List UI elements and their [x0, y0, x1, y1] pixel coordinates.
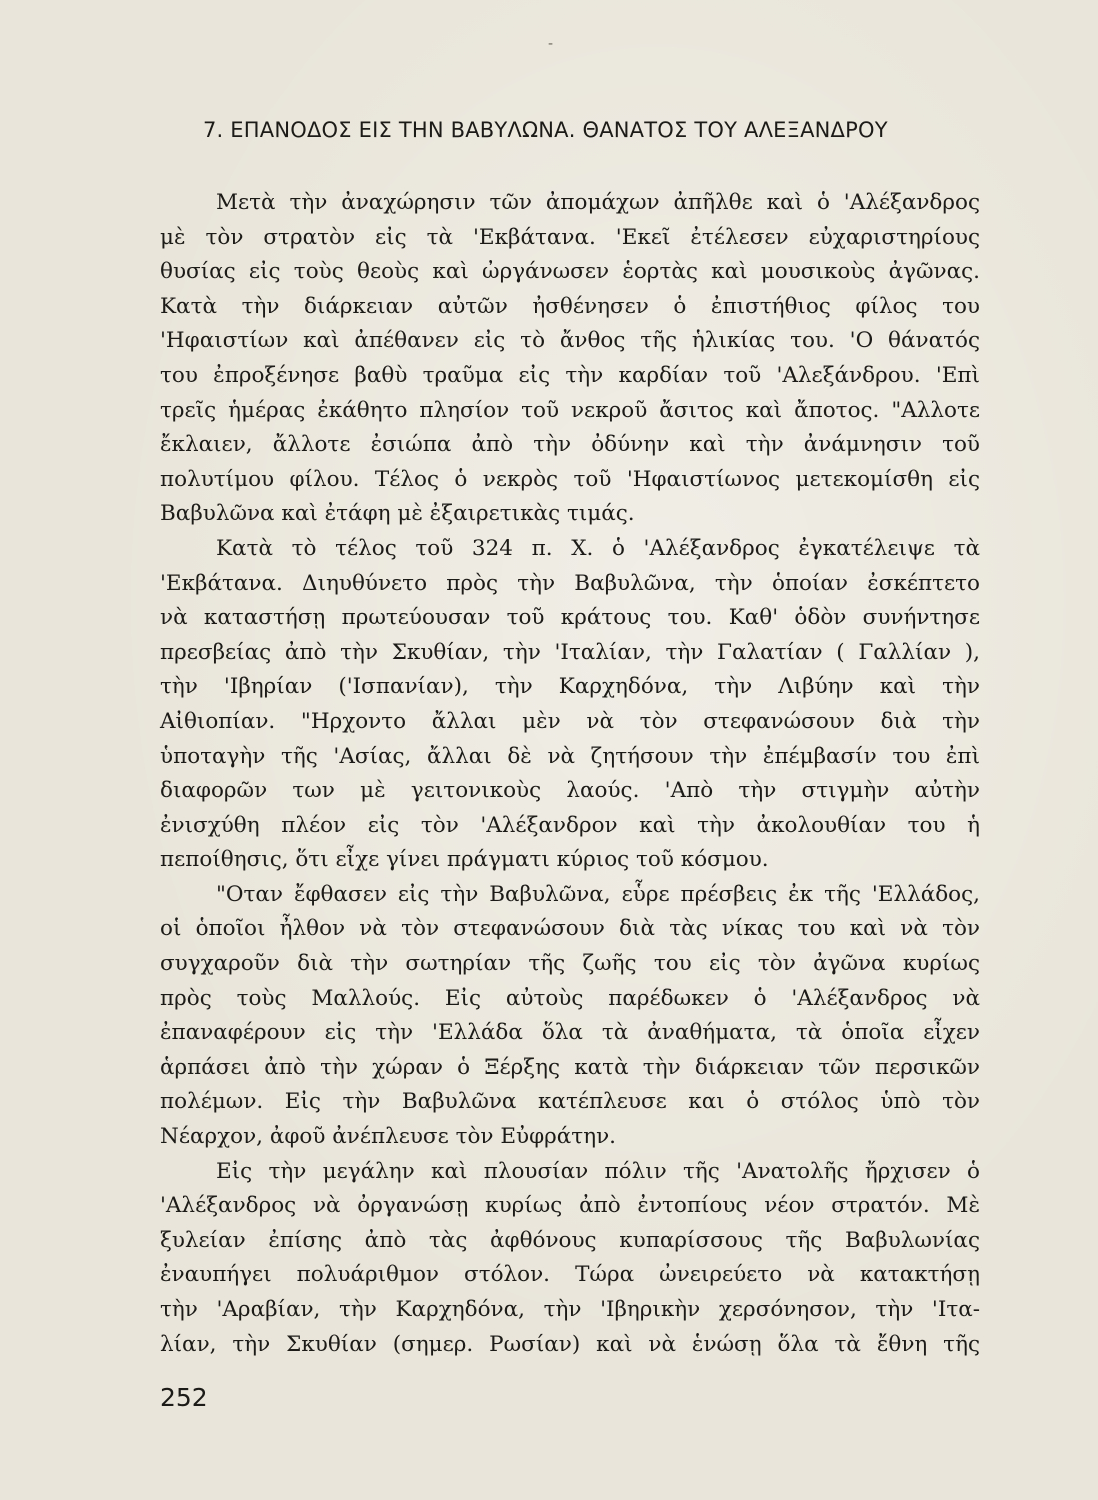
text-line: πολέμων. Εἰς τὴν Βαβυλῶνα κατέπλευσε και ὁ στόλος ὑπὸ τὸν [160, 1089, 980, 1115]
text-line: οἱ ὁποῖοι ἦλθον νὰ τὸν στεφανώσουν διὰ τὰς νίκας του καὶ νὰ τὸν [160, 916, 980, 942]
text-line: λίαν, τὴν Σκυθίαν (σημερ. Ρωσίαν) καὶ νὰ ἑνώσῃ ὅλα τὰ ἔθνη τῆς [160, 1331, 980, 1357]
text-line: ξυλείαν ἐπίσης ἀπὸ τὰς ἀφθόνους κυπαρίσσους τῆς Βαβυλωνίας [160, 1227, 980, 1253]
section-heading: 7. ΕΠΑΝΟΔΟΣ ΕΙΣ ΤΗΝ ΒΑΒΥΛΩΝΑ. ΘΑΝΑΤΟΣ ΤΟΥ ΑΛΕΞΑΝΔΡΟΥ [203, 118, 888, 142]
text-line: συγχαροῦν διὰ τὴν σωτηρίαν τῆς ζωῆς του εἰς τὸν ἀγῶνα κυρίως [160, 951, 980, 977]
page-number: 252 [160, 1383, 208, 1412]
text-line: μὲ τὸν στρατὸν εἰς τὰ 'Εκβάτανα. 'Εκεῖ ἐτέλεσεν εὐχαριστηρίους [160, 224, 980, 250]
text-line: 'Εκβάτανα. Διηυθύνετο πρὸς τὴν Βαβυλῶνα, τὴν ὁποίαν ἐσκέπτετο [160, 570, 980, 596]
text-line: πρεσβείας ἀπὸ τὴν Σκυθίαν, τὴν 'Ιταλίαν, τὴν Γαλατίαν ( Γαλλίαν ), [160, 639, 980, 665]
text-line: 'Αλέξανδρος νὰ ὀργανώσῃ κυρίως ἀπὸ ἐντοπίους νέον στρατόν. Μὲ [160, 1193, 980, 1219]
text-line: Μετὰ τὴν ἀναχώρησιν τῶν ἀπομάχων ἀπῆλθε καὶ ὁ 'Αλέξανδρος [216, 190, 980, 215]
text-line: πολυτίμου φίλου. Τέλος ὁ νεκρὸς τοῦ 'Ηφαιστίωνος μετεκομίσθη εἰς [160, 466, 980, 492]
text-line: ἐνισχύθη πλέον εἰς τὸν 'Αλέξανδρον καὶ τὴν ἀκολουθίαν του ἡ [160, 812, 980, 838]
top-mark: - [548, 36, 554, 52]
body-text [160, 186, 980, 1362]
text-line: θυσίας εἰς τοὺς θεοὺς καὶ ὠργάνωσεν ἑορτὰς καὶ μουσικοὺς ἀγῶνας. [160, 259, 980, 285]
text-line: "Οταν ἔφθασεν εἰς τὴν Βαβυλῶνα, εὗρε πρέσβεις ἐκ τῆς 'Ελλάδος, [216, 881, 980, 907]
text-line: Νέαρχον, ἀφοῦ ἀνέπλευσε τὸν Εὐφράτην. [160, 1124, 616, 1150]
text-line: πεποίθησις, ὅτι εἶχε γίνει πράγματι κύριος τοῦ κόσμου. [160, 847, 769, 873]
text-line: τρεῖς ἡμέρας ἐκάθητο πλησίον τοῦ νεκροῦ ἄσιτος καὶ ἄποτος. "Αλλοτε [160, 397, 980, 423]
text-line: ἐπαναφέρουν εἰς τὴν 'Ελλάδα ὅλα τὰ ἀναθήματα, τὰ ὁποῖα εἶχεν [160, 1020, 980, 1046]
text-line: νὰ καταστήσῃ πρωτεύουσαν τοῦ κράτους του. Καθ' ὁδὸν συνήντησε [160, 605, 980, 631]
text-line: του ἐπροξένησε βαθὺ τραῦμα εἰς τὴν καρδίαν τοῦ 'Αλεξάνδρου. 'Επὶ [160, 362, 980, 388]
text-line: Αἰθιοπίαν. "Ηρχοντο ἄλλαι μὲν νὰ τὸν στεφανώσουν διὰ τὴν [160, 708, 980, 734]
text-line: ἁρπάσει ἀπὸ τὴν χώραν ὁ Ξέρξης κατὰ τὴν διάρκειαν τῶν περσικῶν [160, 1054, 980, 1080]
text-line: Βαβυλῶνα καὶ ἐτάφη μὲ ἐξαιρετικὰς τιμάς. [160, 501, 635, 527]
text-line: διαφορῶν των μὲ γειτονικοὺς λαούς. 'Απὸ τὴν στιγμὴν αὐτὴν [160, 778, 980, 804]
text-line: Εἰς τὴν μεγάλην καὶ πλουσίαν πόλιν τῆς 'Ανατολῆς ἤρχισεν ὁ [216, 1158, 980, 1184]
text-line: ὑποταγὴν τῆς 'Ασίας, ἄλλαι δὲ νὰ ζητήσουν τὴν ἐπέμβασίν του ἐπὶ [160, 743, 980, 769]
text-line: ἔκλαιεν, ἄλλοτε ἐσιώπα ἀπὸ τὴν ὀδύνην καὶ τὴν ἀνάμνησιν τοῦ [160, 432, 980, 458]
text-line: τὴν 'Αραβίαν, τὴν Καρχηδόνα, τὴν 'Ιβηρικὴν χερσόνησον, τὴν 'Ιτα- [160, 1297, 980, 1322]
text-line: ἐναυπήγει πολυάριθμον στόλον. Τώρα ὠνειρεύετο νὰ κατακτήσῃ [160, 1262, 980, 1288]
text-line: τὴν 'Ιβηρίαν ('Ισπανίαν), τὴν Καρχηδόνα, τὴν Λιβύην καὶ τὴν [160, 674, 980, 700]
text-line: Κατὰ τὸ τέλος τοῦ 324 π. Χ. ὁ 'Αλέξανδρος ἐγκατέλειψε τὰ [216, 535, 980, 561]
text-line: πρὸς τοὺς Μαλλούς. Εἰς αὐτοὺς παρέδωκεν ὁ 'Αλέξανδρος νὰ [160, 985, 980, 1011]
text-line: Κατὰ τὴν διάρκειαν αὐτῶν ἠσθένησεν ὁ ἐπιστήθιος φίλος του [160, 293, 980, 319]
text-line: 'Ηφαιστίων καὶ ἀπέθανεν εἰς τὸ ἄνθος τῆς ἡλικίας του. 'Ο θάνατός [160, 328, 980, 354]
